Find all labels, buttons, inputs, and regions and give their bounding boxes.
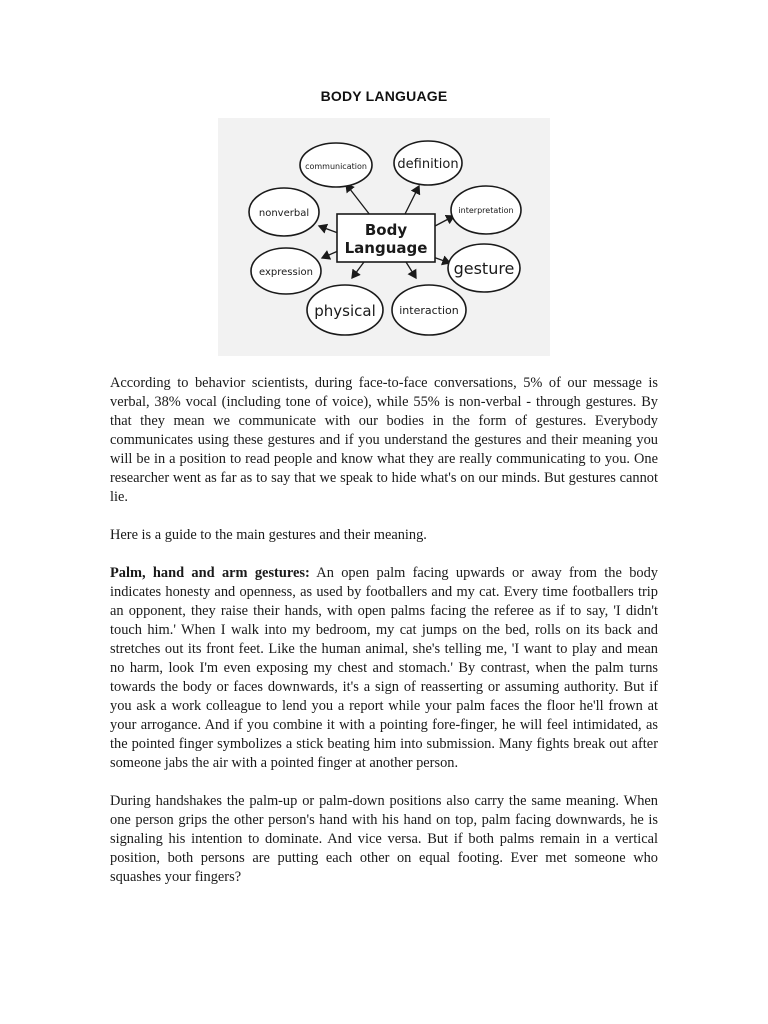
bubble-label-interaction: interaction [399, 304, 459, 317]
center-box [337, 214, 435, 262]
document-title: BODY LANGUAGE [320, 88, 448, 104]
arrow-to-physical [352, 262, 364, 278]
center-label-line1: Body [364, 221, 408, 239]
paragraph-guide [110, 526, 658, 545]
paragraph-text: According to behavior scientists, during face-to-face conversations, 5% of our message is verbal, 38% vocal (including tone of voice), while 55% is non-verbal - through gestures. By that they mean we communicate with our bodies in the form of gestures. Everybody communicates using these gestures and if you understand the gestures and their meaning you will be in a position to read people and know what they are really communicating to you. One researcher went as far as to say that we speak to hide what's on our minds. But gestures cannot lie. [110, 375, 658, 505]
bubble-label-nonverbal: nonverbal [258, 208, 310, 219]
bubble-label-physical: physical [314, 302, 376, 320]
bubble-label-interpretation: interpretation [458, 206, 514, 215]
arrow-to-interpretation [435, 216, 454, 226]
bubble-label-gesture: gesture [453, 259, 515, 278]
center-label-line2: Language [344, 239, 428, 257]
paragraph-text: An open palm facing upwards or away from the body indicates honesty and openness, as used by footballers and my cat. Every time footballers trip an opponent, they raise their hands, with open palms facing the referee as if to say, 'I didn't touch him.' When I walk into my bedroom, my cat jumps on the bed, rolls on its back and stretches out its front feet. Like the human animal, she's telling me, 'I want to play and mean no harm, look I'm even exposing my chest and stomach.' By contrast, when the palm turns towards the body or faces downwards, it's a sign of reasserting or assuming authority. But if you ask a work colleague to lend you a report while your palm faces the floor he'll frown at your arrogance. And if you combine it with a pointing fore-finger, he will feel intimidated, as the pointed finger symbolizes a stick beating him into submission. Many fights break out after someone jabs the air with a pointed finger at another person. [110, 565, 659, 771]
paragraph-text: Here is a guide to the main gestures and their meaning. [110, 527, 427, 543]
arrow-to-expression [322, 251, 338, 258]
bubble-label-definition: definition [397, 157, 459, 172]
arrow-to-communication [346, 184, 370, 215]
arrow-to-definition [405, 186, 419, 214]
arrow-to-interaction [406, 262, 416, 278]
bubble-label-expression: expression [259, 267, 313, 278]
paragraph-intro [110, 374, 658, 507]
arrow-to-nonverbal [319, 226, 338, 233]
document-body [110, 374, 658, 906]
bubble-label-communication: communication [305, 162, 367, 171]
paragraph-palm-gestures [110, 564, 658, 773]
paragraph-lead-heading: Palm, hand and arm gestures: [110, 565, 310, 581]
paragraph-handshakes [110, 792, 658, 887]
paragraph-text: During handshakes the palm-up or palm-down positions also carry the same meaning. When one person grips the other person's hand with his hand on top, palm facing downwards, he is signaling his intention to dominate. And vice versa. But if both palms remain in a vertical position, both persons are putting each other on equal footing. Ever met someone who squashes your fingers? [110, 793, 658, 885]
body-language-diagram [218, 118, 550, 356]
